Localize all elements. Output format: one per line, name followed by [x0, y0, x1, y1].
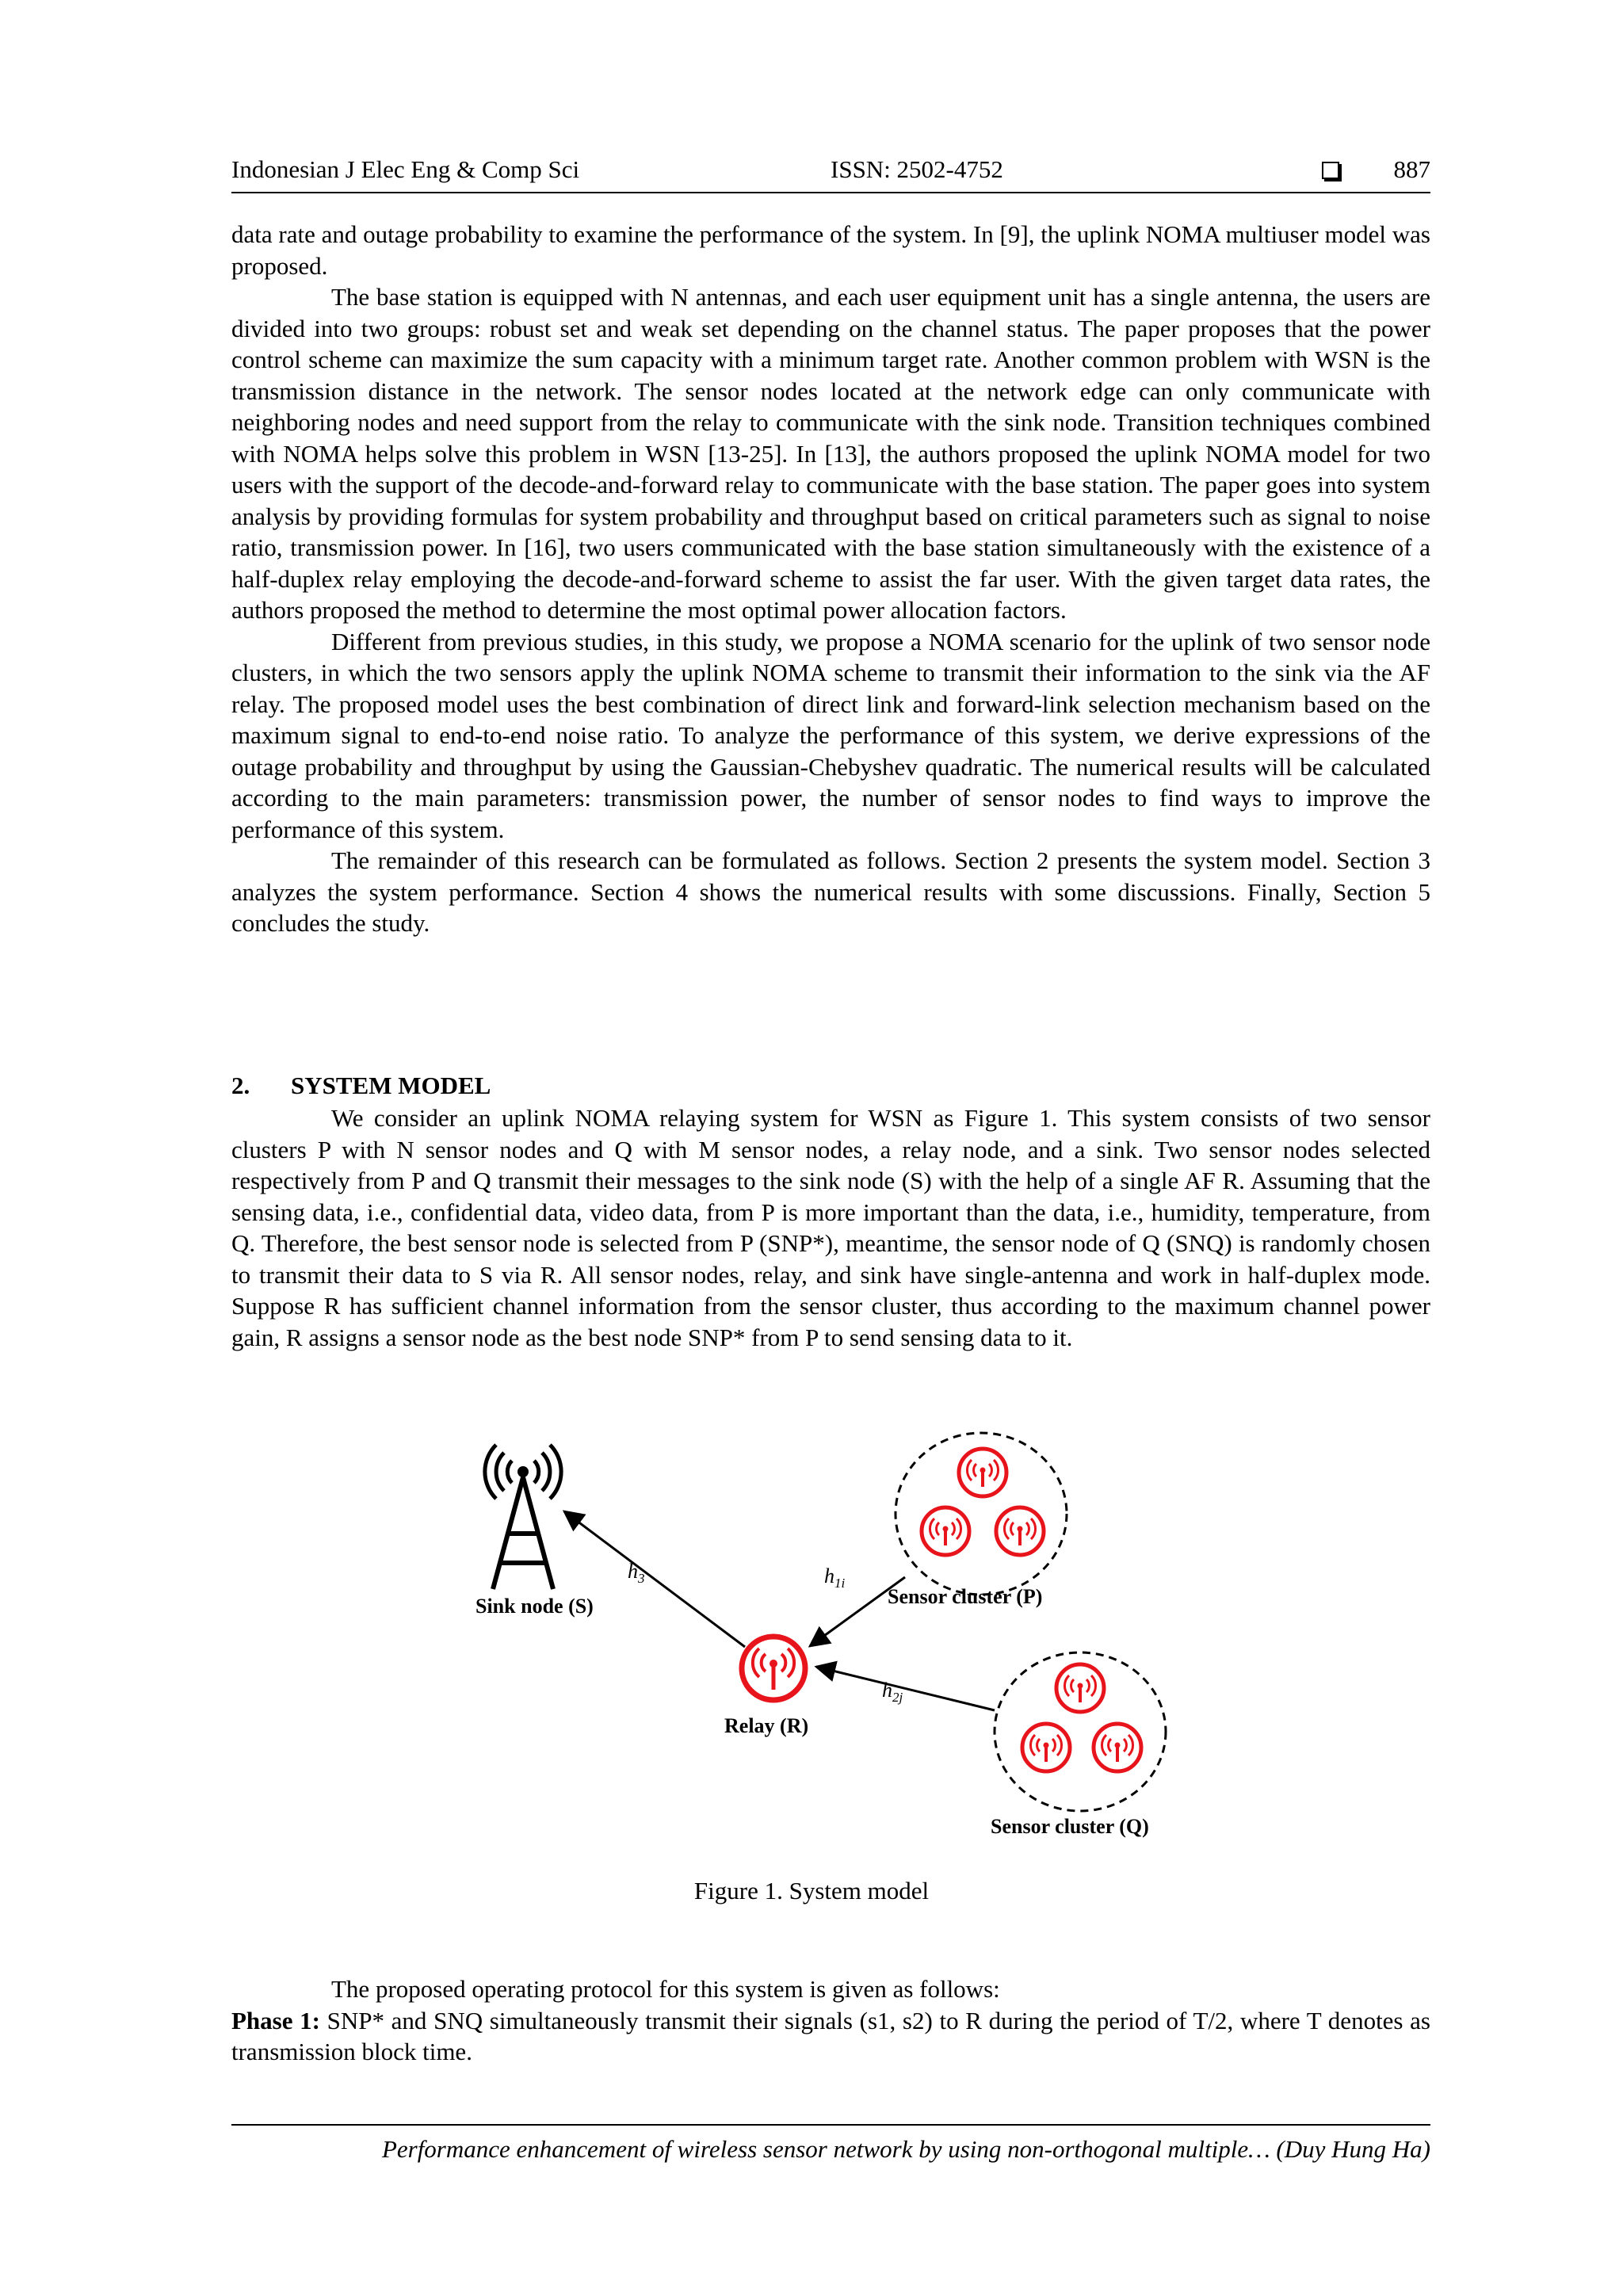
paragraph: The proposed operating protocol for this system is given as follows: [331, 1975, 1000, 2003]
sensor-node-icon [1022, 1724, 1070, 1771]
sink-label: Sink node (S) [475, 1595, 594, 1618]
channel-label-h2: $h_{2j}$ [882, 1679, 903, 1706]
issn: ISSN: 2502-4752 [831, 155, 1003, 183]
body-text [231, 219, 1430, 939]
relay-label: Relay (R) [724, 1714, 809, 1737]
cluster-q-boundary [995, 1652, 1166, 1811]
protocol-text [231, 1973, 1430, 2068]
page-footer: Performance enhancement of wireless sensor network by using non-orthogonal multiple… (Duy Hung Ha) [231, 2124, 1430, 2164]
sensor-node-icon [1094, 1724, 1141, 1771]
paragraph: Different from previous studies, in this study, we propose a NOMA scenario for the uplink of two sensor node clusters, in which the two sensors apply the uplink NOMA scheme to transmit their information to the sink via the AF relay. The proposed model uses the best combination of direct link and forward-link selection mechanism based on the maximum signal to end-to-end noise ratio. To analyze the performance of this system, we derive expressions of the outage probability and throughput by using the Gaussian-Chebyshev quadratic. The numerical results will be calculated according to the main parameters: transmission power, the number of sensor nodes to find ways to improve the performance of this system. [231, 627, 1430, 843]
phase-text: SNP* and SNQ simultaneously transmit their signals (s1, s2) to R during the period of T/2, where T denotes as transmission block time. [231, 2006, 1430, 2065]
sensor-node-icon [922, 1507, 969, 1555]
journal-name: Indonesian J Elec Eng & Comp Sci [231, 155, 580, 183]
cluster-p-label: Sensor cluster (P) [888, 1585, 1043, 1608]
figure-system-model [0, 1427, 1623, 1870]
sink-tower-icon [485, 1445, 561, 1589]
section-title: SYSTEM MODEL [291, 1072, 491, 1099]
relay-icon [742, 1637, 805, 1700]
channel-label-h3: $h_3$ [628, 1560, 645, 1587]
sensor-node-icon [1056, 1664, 1104, 1712]
system-model-diagram [0, 1427, 1623, 1870]
section-number: 2. [231, 1072, 250, 1099]
phase-label: Phase 1: [231, 2006, 320, 2034]
section-heading [231, 1072, 491, 1100]
paragraph: We consider an uplink NOMA relaying system for WSN as Figure 1. This system consists of two sensor clusters P with N sensor nodes and Q with M sensor nodes, a relay node, and a sink. Two sensor nodes selected respectively from P and Q transmit their messages to the sink node (S) with the help of a single AF R. Assuming that the sensing data, i.e., confidential data, video data, from P is more important than the data, i.e., humidity, temperature, from Q. Therefore, the best sensor node is selected from P (SNP*), meantime, the sensor node of Q (SNQ) is randomly chosen to transmit their data to S via R. All sensor nodes, relay, and sink have single-antenna and work in half-duplex mode. Suppose R has sufficient channel information from the sensor cluster, thus according to the maximum channel power gain, R assigns a sensor node as the best node SNP* from P to send sensing data to it. [231, 1104, 1430, 1351]
paragraph: The remainder of this research can be formulated as follows. Section 2 presents the system model. Section 3 analyzes the system performance. Section 4 shows the numerical results with some discussions. Finally, Section 5 concludes the study. [231, 846, 1430, 937]
channel-label-h1: $h_{1i}$ [824, 1564, 846, 1591]
page-header [231, 155, 1430, 193]
sensor-node-icon [959, 1449, 1006, 1496]
figure-caption: Figure 1. System model [693, 1877, 930, 1904]
cluster-p-boundary [896, 1433, 1067, 1595]
page-number: 887 [1393, 155, 1430, 183]
cluster-q-label: Sensor cluster (Q) [991, 1815, 1149, 1838]
sensor-node-icon [996, 1507, 1044, 1555]
square-bullet-icon [1322, 162, 1339, 179]
section-2-text [231, 1102, 1430, 1353]
link-h2-arrow [816, 1667, 995, 1710]
paragraph: data rate and outage probability to examine the performance of the system. In [9], the uplink NOMA multiuser model was proposed. [231, 220, 1430, 280]
link-h3-arrow [564, 1511, 745, 1647]
paragraph [231, 2005, 1430, 2068]
paragraph: The base station is equipped with N antennas, and each user equipment unit has a single antenna, the users are divided into two groups: robust set and weak set depending on the channel status. The paper proposes that the power control scheme can maximize the sum capacity with a minimum target rate. Another common problem with WSN is the transmission distance in the network. The sensor nodes located at the network edge can only communicate with neighboring nodes and need support from the relay to communicate with the sink node. Transition techniques combined with NOMA helps solve this problem in WSN [13-25]. In [13], the authors proposed the uplink NOMA model for two users with the support of the decode-and-forward relay to communicate with the base station. The paper goes into system analysis by providing formulas for system probability and throughput based on critical parameters such as signal to noise ratio, transmission power. In [16], two users communicated with the base station simultaneously with the existence of a half-duplex relay employing the decode-and-forward scheme to assist the far user. With the given target data rates, the authors proposed the method to determine the most optimal power allocation factors. [231, 283, 1430, 624]
